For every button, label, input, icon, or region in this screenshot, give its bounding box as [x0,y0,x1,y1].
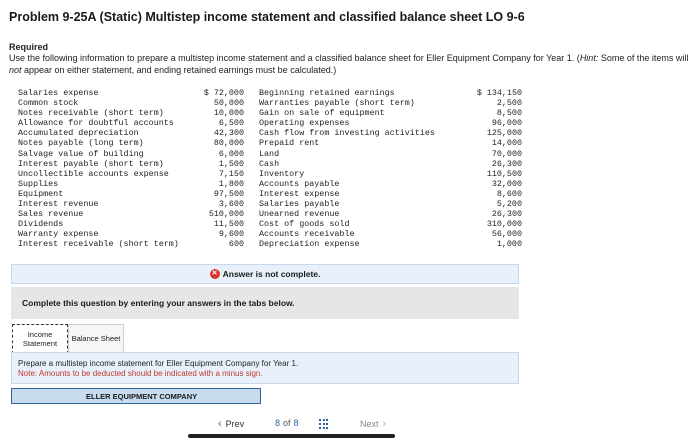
hint-label: Hint: [579,53,599,63]
account-value: 110,500 [486,168,522,179]
company-name: ELLER EQUIPMENT COMPANY [86,391,198,401]
account-label: Supplies [18,178,59,189]
account-label: Accounts payable [259,178,340,189]
account-label: Accounts receivable [259,229,355,240]
prompt-note: Note: Amounts to be deducted should be indicated with a minus sign. [18,369,263,378]
account-value: 70,000 [491,148,522,159]
account-value: 11,500 [213,219,244,230]
complete-question-text: Complete this question by entering your answers in the tabs below. [22,298,295,308]
prev-button[interactable] [218,418,244,430]
account-label: Salaries payable [259,199,340,210]
grid-icon[interactable] [319,419,329,429]
account-value: 26,300 [491,209,522,220]
account-value: 42,300 [213,128,244,139]
account-value: 6,500 [218,118,244,129]
left-labels-column [18,88,193,250]
next-label: Next [360,419,379,429]
account-label: Interest payable (short term) [18,158,164,169]
account-value: 9,600 [218,229,244,240]
page-title: Problem 9-25A (Static) Multistep income statement and classified balance sheet LO 9-6 [9,10,525,24]
total-pages: 8 [293,418,299,428]
chevron-right-icon: › [382,418,387,430]
account-value: 2,500 [496,98,522,109]
account-value: 56,000 [491,229,522,240]
account-label: Land [259,148,280,159]
tab-income-label-line1: Income [27,329,53,339]
prompt-text: Prepare a multistep income statement for Eller Equipment Company for Year 1. [18,359,299,368]
account-label: Warranty expense [18,229,99,240]
account-label: Accumulated depreciation [18,128,139,139]
account-value: $ 134,150 [476,88,522,98]
account-value: 14,000 [491,138,522,149]
account-value: 32,000 [491,178,522,189]
account-label: Cost of goods sold [259,219,350,230]
account-label: Notes payable (long term) [18,138,144,149]
account-label: Warranties payable (short term) [259,98,415,109]
account-label: Inventory [259,168,305,179]
account-value: 6,000 [218,148,244,159]
account-label: Unearned revenue [259,209,340,220]
account-label: Interest expense [259,188,340,199]
account-label: Cash flow from investing activities [259,128,435,139]
not-emphasis: not [9,64,22,75]
answer-status-text: Answer is not complete. [222,269,321,279]
chevron-left-icon: ‹ [218,418,222,430]
account-label: Prepaid rent [259,138,320,149]
page-of-label: of [283,418,291,428]
account-value: 1,800 [218,178,244,189]
account-value: 1,000 [496,239,522,250]
account-value: 5,200 [496,199,522,210]
account-label: Salvage value of building [18,148,144,159]
account-value: 600 [228,239,244,250]
account-value: 8,500 [496,108,522,119]
account-label: Beginning retained earnings [259,88,395,98]
account-value: 97,500 [213,188,244,199]
account-value: 7,150 [218,168,244,179]
account-label: Interest receivable (short term) [18,239,179,250]
home-indicator-bar [188,434,395,438]
prev-label: Prev [225,419,245,429]
account-label: Allowance for doubtful accounts [18,118,174,129]
instructions-part-1: Use the following information to prepare a multistep income statement and a classified balance sheet for Eller Equipment Company for Year 1. ( [9,53,580,63]
account-value: 510,000 [208,209,244,220]
account-value: 26,300 [491,158,522,169]
account-label: Cash [259,158,280,169]
account-value: 10,000 [213,108,244,119]
company-name-header [11,388,261,404]
account-value: 3,600 [218,199,244,210]
error-x-icon: ✕ [210,269,220,279]
left-values-column [193,88,244,250]
right-values-column [468,88,522,250]
complete-question-box [11,287,519,319]
right-labels-column [259,88,499,250]
account-label: Equipment [18,188,64,199]
page-indicator [275,418,299,428]
account-label: Interest revenue [18,199,99,210]
account-value: 1,500 [218,158,244,169]
account-value: 8,600 [496,188,522,199]
account-label: Operating expenses [259,118,350,129]
account-value: $ 72,000 [203,88,244,98]
next-button[interactable] [360,418,386,430]
instructions-part-2: Some of the items will [598,53,689,63]
answer-status-bar [11,264,519,284]
account-value: 50,000 [213,98,244,109]
account-label: Gain on sale of equipment [259,108,385,119]
tab-balance-label: Balance Sheet [71,334,121,344]
tab-balance-sheet[interactable] [68,324,124,354]
required-heading: Required [9,42,49,52]
account-value: 125,000 [486,128,522,139]
account-value: 80,000 [213,138,244,149]
account-label: Uncollectible accounts expense [18,168,169,179]
instructions-text [9,53,694,76]
current-page: 8 [275,418,281,428]
account-label: Depreciation expense [259,239,360,250]
account-value: 96,000 [491,118,522,129]
account-label: Dividends [18,219,64,230]
account-label: Salaries expense [18,88,99,98]
account-label: Common stock [18,98,79,109]
account-label: Notes receivable (short term) [18,108,164,119]
prompt-box [11,352,519,384]
tab-income-label-line2: Statement [22,339,58,348]
instructions-part-3: appear on either statement, and ending retained earnings must be calculated.) [21,64,337,75]
tab-income-statement[interactable] [12,324,68,354]
account-label: Sales revenue [18,209,84,220]
account-value: 310,000 [486,219,522,230]
